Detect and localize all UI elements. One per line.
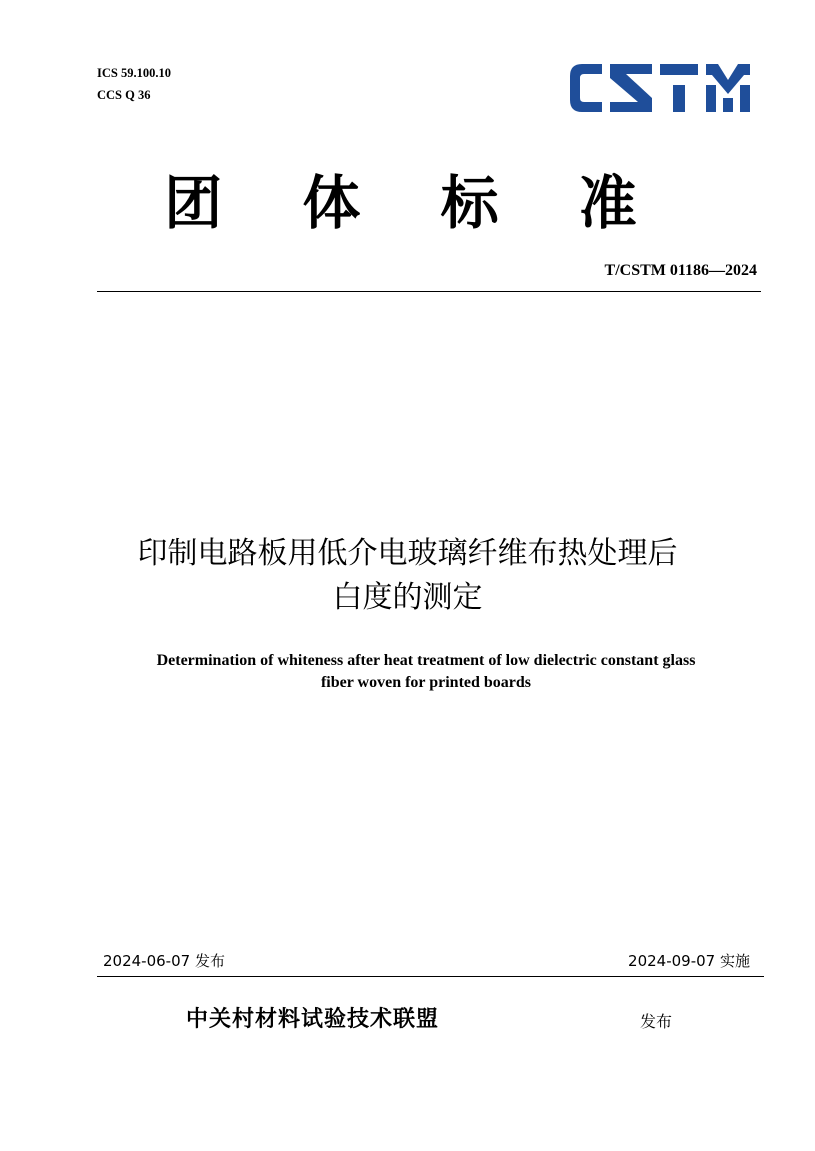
chinese-title-line-2: 白度的测定	[332, 580, 483, 615]
bottom-divider	[97, 976, 764, 977]
implement-date: 2024-09-07 实施	[628, 952, 750, 970]
cstm-logo	[568, 60, 758, 116]
publish-date: 2024-06-07 发布	[103, 952, 225, 970]
ccs-code: CCS Q 36	[97, 88, 151, 102]
english-title	[0, 650, 815, 694]
standard-number: T/CSTM 01186—2024	[604, 262, 757, 279]
classification-codes	[97, 62, 171, 106]
chinese-title	[0, 532, 815, 620]
issue-label: 发布	[640, 1012, 673, 1031]
ics-code: ICS 59.100.10	[97, 66, 171, 80]
top-divider	[97, 291, 761, 292]
standard-type-heading: 团 体 标 准	[164, 169, 667, 237]
english-title-line-1: Determination of whiteness after heat treatment of low dielectric constant glass	[156, 652, 696, 669]
english-title-line-2: fiber woven for printed boards	[320, 674, 532, 691]
issuing-organization: 中关村材料试验技术联盟	[186, 1007, 440, 1032]
chinese-title-line-1: 印制电路板用低介电玻璃纤维布热处理后	[137, 536, 678, 571]
